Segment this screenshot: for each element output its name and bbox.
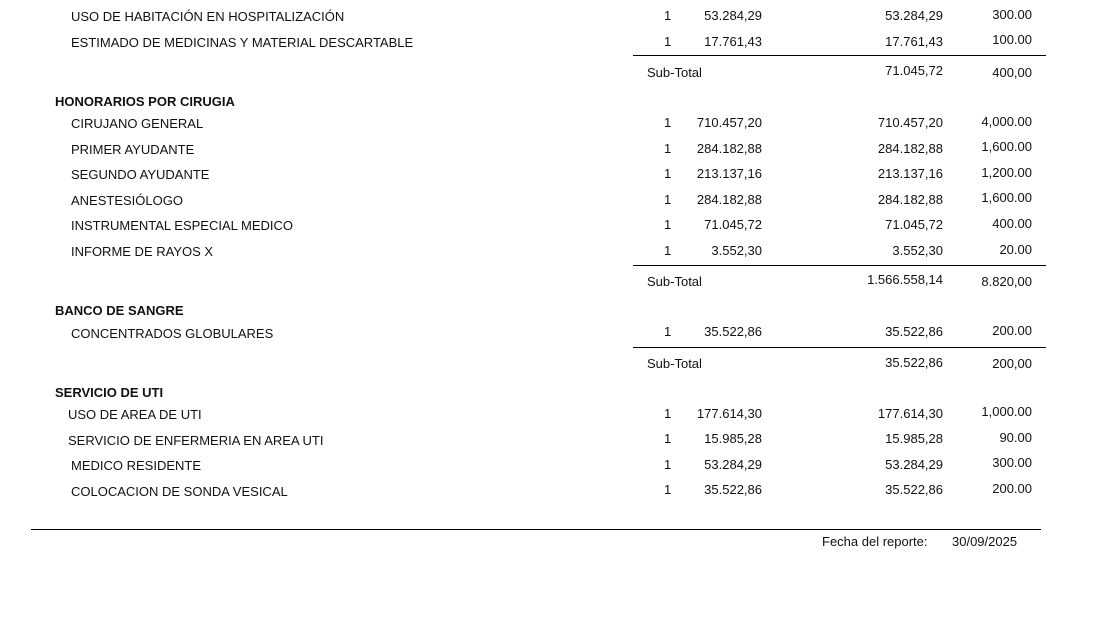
cut-off-section-heading — [55, 0, 255, 1]
item-description: ANESTESIÓLOGO — [71, 193, 183, 208]
item-description: CONCENTRADOS GLOBULARES — [71, 326, 274, 341]
item-total: 3.552,30 — [892, 243, 943, 258]
item-unit-price: 15.985,28 — [704, 431, 762, 446]
item-quantity: 1 — [664, 8, 672, 23]
subtotal-divider — [633, 55, 1046, 56]
footer-divider — [31, 529, 1041, 530]
item-usd: 400.00 — [992, 216, 1032, 231]
item-total: 710.457,20 — [877, 115, 943, 130]
item-unit-price: 284.182,88 — [696, 141, 762, 156]
subtotal-label: Sub-Total — [647, 274, 702, 289]
item-quantity: 1 — [664, 192, 672, 207]
item-quantity: 1 — [664, 141, 672, 156]
item-total: 53.284,29 — [885, 457, 943, 472]
item-unit-price: 284.182,88 — [696, 192, 762, 207]
item-description: PRIMER AYUDANTE — [71, 142, 195, 157]
item-description: INFORME DE RAYOS X — [71, 244, 214, 259]
item-usd: 1,200.00 — [981, 165, 1032, 180]
subtotal-divider — [633, 347, 1046, 348]
item-description: CIRUJANO GENERAL — [71, 116, 204, 131]
item-total: 15.985,28 — [885, 431, 943, 446]
item-unit-price: 35.522,86 — [704, 324, 762, 339]
section-heading: HONORARIOS POR CIRUGIA — [55, 94, 235, 109]
item-description: MEDICO RESIDENTE — [71, 458, 202, 473]
item-total: 284.182,88 — [877, 192, 943, 207]
item-quantity: 1 — [664, 431, 672, 446]
item-total: 35.522,86 — [885, 482, 943, 497]
subtotal-usd: 8.820,00 — [981, 274, 1032, 289]
subtotal-total: 1.566.558,14 — [867, 272, 943, 287]
item-usd: 300.00 — [992, 455, 1032, 470]
item-quantity: 1 — [664, 115, 672, 130]
item-usd: 90.00 — [999, 430, 1032, 445]
item-description: ESTIMADO DE MEDICINAS Y MATERIAL DESCARTABLE — [71, 35, 414, 50]
subtotal-label: Sub-Total — [647, 356, 702, 371]
report-date: 30/09/2025 — [952, 534, 1018, 549]
item-usd: 100.00 — [992, 32, 1032, 47]
item-total: 17.761,43 — [885, 34, 943, 49]
item-unit-price: 35.522,86 — [704, 482, 762, 497]
item-total: 177.614,30 — [877, 406, 943, 421]
item-usd: 1,600.00 — [981, 139, 1032, 154]
item-description: COLOCACION DE SONDA VESICAL — [71, 484, 288, 499]
item-usd: 200.00 — [992, 323, 1032, 338]
item-quantity: 1 — [664, 482, 672, 497]
item-quantity: 1 — [664, 243, 672, 258]
item-total: 35.522,86 — [885, 324, 943, 339]
item-total: 284.182,88 — [877, 141, 943, 156]
item-quantity: 1 — [664, 406, 672, 421]
item-description: INSTRUMENTAL ESPECIAL MEDICO — [71, 218, 293, 233]
subtotal-usd: 200,00 — [992, 356, 1032, 371]
item-total: 53.284,29 — [885, 8, 943, 23]
report-date-label: Fecha del reporte: — [822, 534, 928, 549]
item-unit-price: 3.552,30 — [711, 243, 762, 258]
item-quantity: 1 — [664, 34, 672, 49]
item-usd: 300.00 — [992, 7, 1032, 22]
item-usd: 1,600.00 — [981, 190, 1032, 205]
item-description: SEGUNDO AYUDANTE — [71, 167, 210, 182]
item-description: SERVICIO DE ENFERMERIA EN AREA UTI — [68, 433, 324, 448]
section-heading: SERVICIO DE UTI — [55, 385, 164, 400]
item-usd: 200.00 — [992, 481, 1032, 496]
item-quantity: 1 — [664, 166, 672, 181]
item-quantity: 1 — [664, 217, 672, 232]
section-heading: BANCO DE SANGRE — [55, 303, 184, 318]
item-usd: 1,000.00 — [981, 404, 1032, 419]
item-quantity: 1 — [664, 324, 672, 339]
item-unit-price: 53.284,29 — [704, 457, 762, 472]
subtotal-usd: 400,00 — [992, 65, 1032, 80]
item-unit-price: 53.284,29 — [704, 8, 762, 23]
item-total: 71.045,72 — [885, 217, 943, 232]
item-usd: 4,000.00 — [981, 114, 1032, 129]
item-description: USO DE AREA DE UTI — [68, 407, 202, 422]
subtotal-total: 71.045,72 — [885, 63, 943, 78]
item-usd: 20.00 — [999, 242, 1032, 257]
item-unit-price: 177.614,30 — [696, 406, 762, 421]
item-unit-price: 17.761,43 — [704, 34, 762, 49]
item-quantity: 1 — [664, 457, 672, 472]
item-unit-price: 71.045,72 — [704, 217, 762, 232]
item-unit-price: 213.137,16 — [696, 166, 762, 181]
subtotal-total: 35.522,86 — [885, 355, 943, 370]
item-description: USO DE HABITACIÓN EN HOSPITALIZACIÓN — [71, 9, 345, 24]
item-total: 213.137,16 — [877, 166, 943, 181]
subtotal-divider — [633, 265, 1046, 266]
item-unit-price: 710.457,20 — [696, 115, 762, 130]
subtotal-label: Sub-Total — [647, 65, 702, 80]
